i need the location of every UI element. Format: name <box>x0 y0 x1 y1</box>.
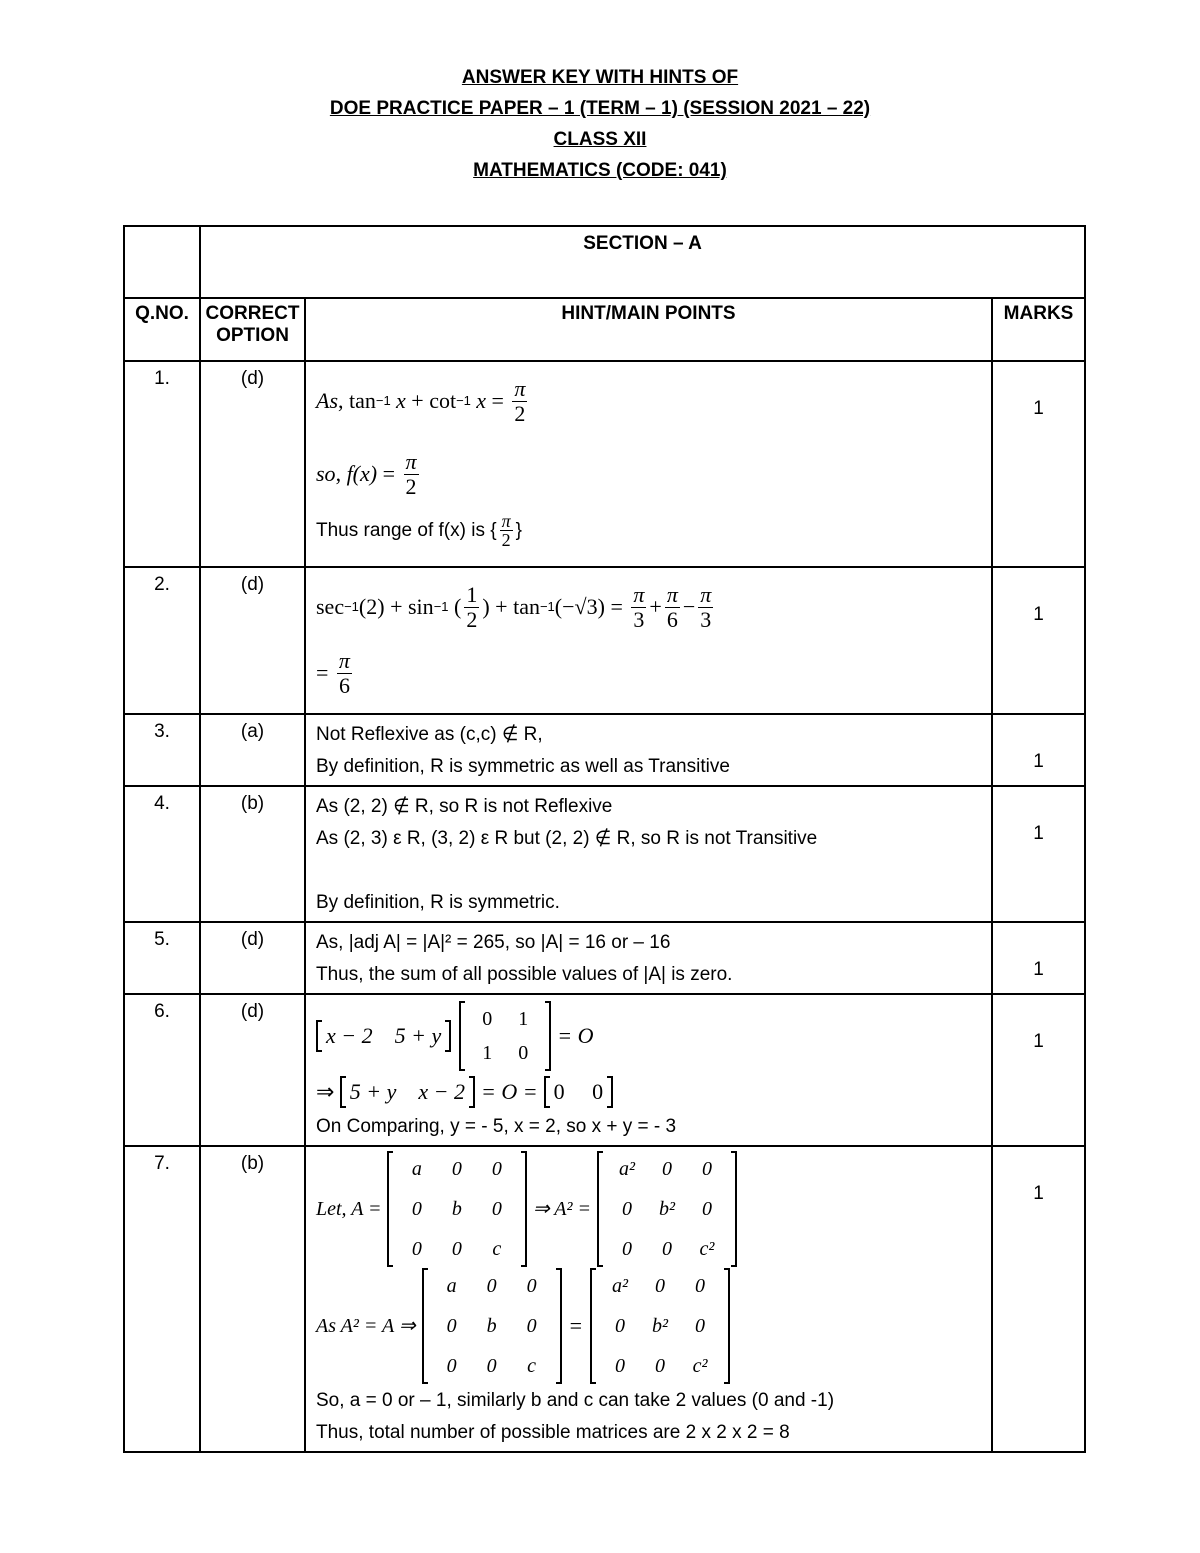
col-header-marks: MARKS <box>992 298 1085 361</box>
fraction: $\frac{\pi}{3}$ <box>700 581 712 632</box>
correct-option: (d) <box>200 361 305 567</box>
section-row <box>124 226 1085 298</box>
marks-value: 1 <box>992 1146 1085 1452</box>
question-number: 5. <box>124 922 200 994</box>
col-header-option <box>200 298 305 361</box>
correct-option: (b) <box>200 1146 305 1452</box>
marks-value: 1 <box>992 922 1085 994</box>
fraction: $\frac{\pi}{6}$ <box>666 581 678 632</box>
question-number: 3. <box>124 714 200 786</box>
hint-cell <box>305 361 992 567</box>
matrix: 0 1 1 0 <box>459 1001 551 1071</box>
hint-cell <box>305 786 992 922</box>
math-text: tan <box>349 388 376 413</box>
table-header-row <box>124 298 1085 361</box>
row-vector: 5 + y x − 2 <box>340 1076 475 1108</box>
table-row <box>124 786 1085 922</box>
marks-value: 1 <box>992 786 1085 922</box>
hint-cell <box>305 714 992 786</box>
math-text: Let, A = <box>316 1198 382 1220</box>
header-line-3: CLASS XII <box>553 129 647 150</box>
math-text: ⇒ <box>316 1079 335 1104</box>
header-line-1: ANSWER KEY WITH HINTS OF <box>461 67 739 88</box>
answer-key-table <box>123 225 1086 1453</box>
math-text: ⇒ A² = <box>532 1198 591 1220</box>
math-text: (−√3) <box>554 594 605 619</box>
col-header-hint: HINT/MAIN POINTS <box>305 298 992 361</box>
table-row <box>124 567 1085 714</box>
hint-cell <box>305 994 992 1146</box>
hint-line: so , f(x) = $\frac{\pi}{2}$ <box>316 448 417 499</box>
fraction: $\frac{\pi}{6}$ <box>338 647 350 698</box>
math-text: As A² = A ⇒ <box>316 1315 416 1337</box>
hint-line: sec −1 (2) + sin −1 ( $\frac{1}{2}$ ) + tan −1 (−√3) = $\frac{\pi}{3}$ + $\frac{\pi}{6}$ − $\frac{\pi}{3}$ <box>316 581 712 632</box>
header-line-4: MATHEMATICS (CODE: 041) <box>473 160 727 181</box>
fraction: $\frac{1}{2}$ <box>466 581 478 632</box>
question-number: 2. <box>124 567 200 714</box>
document-header <box>0 62 1200 186</box>
hint-line: = $\frac{\pi}{6}$ <box>316 647 350 698</box>
fraction: $\frac{\pi}{2}$ <box>514 375 526 426</box>
question-number: 7. <box>124 1146 200 1452</box>
math-text: As <box>316 388 338 413</box>
math-text: = O <box>557 1023 594 1048</box>
hint-line: On Comparing, y = - 5, x = 2, so x + y = - 3 <box>316 1116 677 1137</box>
marks-value: 1 <box>992 567 1085 714</box>
table-row <box>124 361 1085 567</box>
math-text: f(x) <box>346 461 378 486</box>
hint-line <box>316 855 981 887</box>
correct-option: (d) <box>200 922 305 994</box>
hint-line <box>316 999 981 1073</box>
hint-line: So, a = 0 or – 1, similarly b and c can take 2 values (0 and -1) <box>316 1390 835 1411</box>
math-text: (2) <box>358 594 385 619</box>
correct-option: (b) <box>200 786 305 922</box>
hint-text: } <box>515 519 522 541</box>
hint-line: By definition, R is symmetric. <box>316 892 560 913</box>
hint-line: As , tan −1 x + cot −1 x = $\frac{\pi}{2}$ <box>316 375 526 426</box>
marks-value: 1 <box>992 714 1085 786</box>
hint-line <box>316 1151 981 1267</box>
math-text: x <box>396 388 406 413</box>
math-text: sin <box>408 594 434 619</box>
math-text: tan <box>513 594 540 619</box>
matrix: a² 0 0 0 b² 0 0 0 c² <box>590 1268 730 1384</box>
table-row <box>124 1146 1085 1452</box>
hint-cell <box>305 922 992 994</box>
correct-option: (d) <box>200 994 305 1146</box>
table-row <box>124 922 1085 994</box>
col-header-option-line2: OPTION <box>216 325 289 346</box>
matrix: a 0 0 0 b 0 0 0 c <box>422 1268 562 1384</box>
correct-option: (d) <box>200 567 305 714</box>
math-text: = O = <box>480 1079 538 1104</box>
row-vector: x − 2 5 + y <box>316 1020 451 1052</box>
hint-line <box>316 1073 981 1111</box>
math-text: x <box>476 388 486 413</box>
fraction: $\frac{\pi}{2}$ <box>405 448 417 499</box>
hint-line: Thus, total number of possible matrices are 2 x 2 x 2 = 8 <box>316 1422 790 1443</box>
fraction: $\frac{\pi}{3}$ <box>633 581 645 632</box>
question-number: 6. <box>124 994 200 1146</box>
marks-value: 1 <box>992 994 1085 1146</box>
math-text: = <box>569 1313 583 1338</box>
math-text: sec <box>316 594 345 619</box>
hint-cell <box>305 1146 992 1452</box>
hint-line: As, |adj A| = |A|² = 265, so |A| = 16 or – 16 <box>316 932 671 953</box>
hint-line: By definition, R is symmetric as well as Transitive <box>316 756 730 777</box>
hint-line <box>316 1267 981 1385</box>
section-title: SECTION – A <box>200 226 1085 298</box>
hint-line: As (2, 3) ε R, (3, 2) ε R but (2, 2) ∉ R, so R is not Transitive <box>316 828 818 849</box>
col-header-option-line1: CORRECT <box>205 303 300 324</box>
hint-text: Thus range of f(x) is { <box>316 519 497 541</box>
question-number: 1. <box>124 361 200 567</box>
hint-cell <box>305 567 992 714</box>
section-blank-cell <box>124 226 200 298</box>
header-line-2: DOE PRACTICE PAPER – 1 (TERM – 1) (SESSION 2021 – 22) <box>329 98 871 119</box>
col-header-qno: Q.NO. <box>124 298 200 361</box>
marks-value: 1 <box>992 361 1085 567</box>
matrix: a² 0 0 0 b² 0 0 0 c² <box>597 1151 737 1267</box>
hint-line: As (2, 2) ∉ R, so R is not Reflexive <box>316 796 613 817</box>
math-text: so <box>316 461 336 486</box>
hint-line: Not Reflexive as (c,c) ∉ R, <box>316 724 543 745</box>
hint-line: Thus, the sum of all possible values of |A| is zero. <box>316 964 733 985</box>
row-vector: 0 0 <box>544 1076 614 1108</box>
correct-option: (a) <box>200 714 305 786</box>
table-row <box>124 714 1085 786</box>
math-text: cot <box>429 388 457 413</box>
table-row <box>124 994 1085 1146</box>
hint-line <box>316 512 981 549</box>
matrix: a 0 0 0 b 0 0 0 c <box>387 1151 527 1267</box>
fraction: $\frac{\pi}{2}$ <box>501 511 511 550</box>
question-number: 4. <box>124 786 200 922</box>
